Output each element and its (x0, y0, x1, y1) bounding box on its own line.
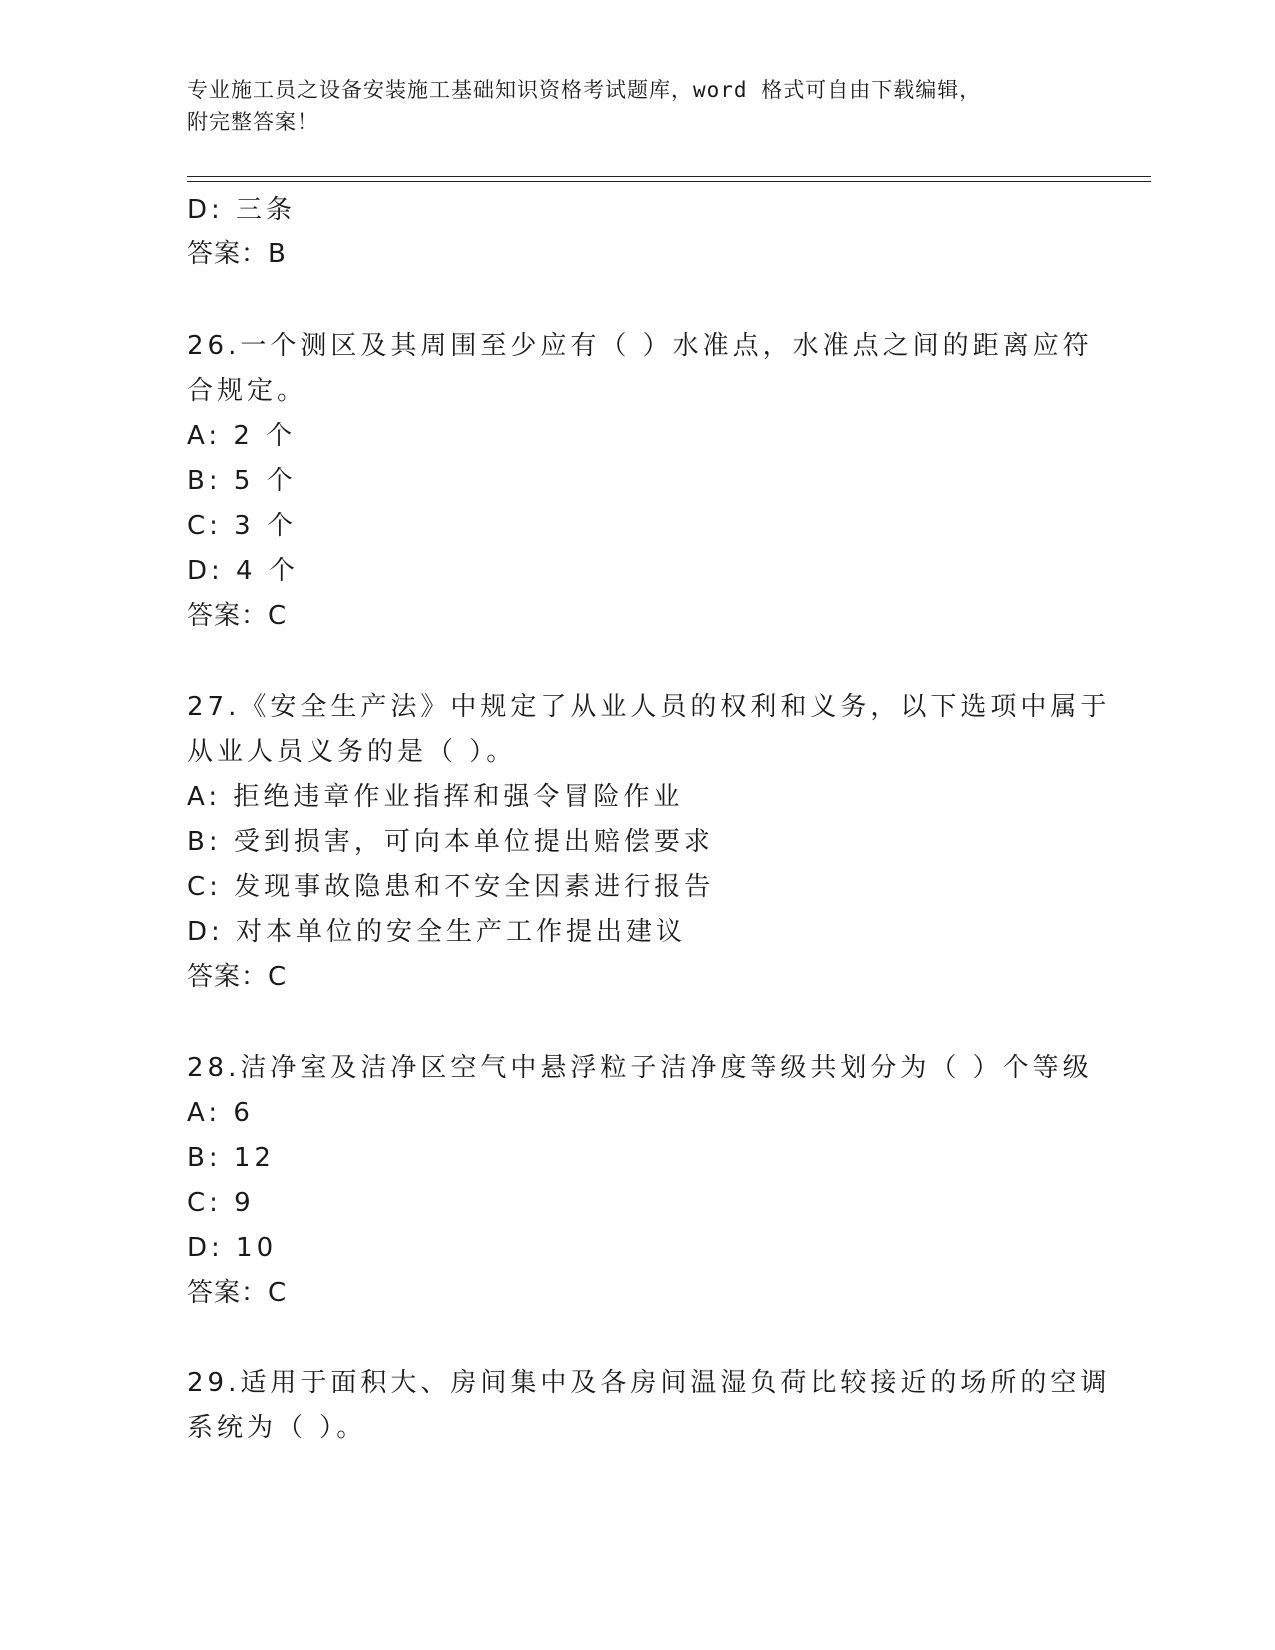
header-line-1: 专业施工员之设备安装施工基础知识资格考试题库，word 格式可自由下载编辑， (187, 78, 982, 102)
q25-option-d: D: 三条 (187, 195, 297, 225)
q26-stem-line-2: 合规定。 (187, 376, 308, 406)
q26-option-c: C: 3 个 (187, 511, 297, 541)
q26-option-a: A: 2 个 (187, 421, 297, 451)
q28-answer: 答案：C (187, 1278, 288, 1308)
q27-stem-line-1: 27.《安全生产法》中规定了从业人员的权利和义务，以下选项中属于 (187, 692, 1111, 722)
q29-stem-line-1: 29.适用于面积大、房间集中及各房间温湿负荷比较接近的场所的空调 (187, 1368, 1111, 1398)
q27-stem-line-2: 从业人员义务的是（ ）。 (187, 737, 517, 767)
q28-option-c: C: 9 (187, 1188, 255, 1218)
q27-option-a: A: 拒绝违章作业指挥和强令冒险作业 (187, 782, 684, 812)
q27-option-c: C: 发现事故隐患和不安全因素进行报告 (187, 872, 715, 902)
q29-stem-line-2: 系统为（ ）。 (187, 1413, 367, 1443)
q26-option-b: B: 5 个 (187, 466, 297, 496)
q26-option-d: D: 4 个 (187, 556, 299, 586)
q28-stem-line-1: 28.洁净室及洁净区空气中悬浮粒子洁净度等级共划分为（ ）个等级 (187, 1053, 1093, 1083)
document-header (187, 74, 1067, 138)
q28-option-d: D: 10 (187, 1233, 278, 1263)
q26-answer: 答案：C (187, 601, 288, 631)
q28-option-a: A: 6 (187, 1098, 254, 1128)
header-divider-bottom (187, 181, 1151, 182)
q27-option-d: D: 对本单位的安全生产工作提出建议 (187, 917, 687, 947)
header-divider-top (187, 176, 1151, 177)
q25-answer: 答案：B (187, 239, 287, 269)
q27-option-b: B: 受到损害，可向本单位提出赔偿要求 (187, 827, 714, 857)
header-line-2: 附完整答案！ (187, 110, 319, 134)
q26-stem-line-1: 26.一个测区及其周围至少应有（ ）水准点，水准点之间的距离应符 (187, 331, 1093, 361)
q28-option-b: B: 12 (187, 1143, 275, 1173)
q27-answer: 答案：C (187, 962, 288, 992)
